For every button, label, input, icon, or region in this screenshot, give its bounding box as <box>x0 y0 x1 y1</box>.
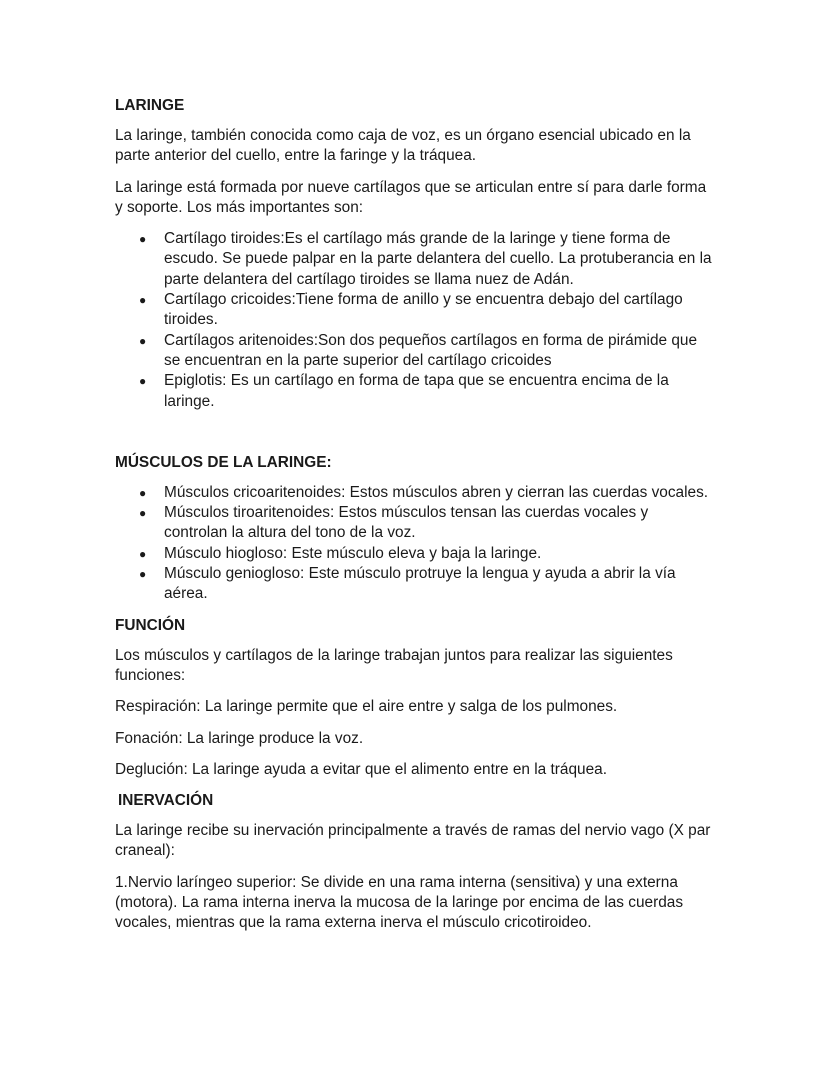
bullet-icon: ● <box>139 567 147 582</box>
list-item-text: Cartílago cricoides:Tiene forma de anillo y se encuentra debajo del cartílago tiroides. <box>164 291 683 329</box>
list-item-text: Músculos cricoaritenoides: Estos músculos abren y cierran las cuerdas vocales. <box>164 483 709 501</box>
spacer <box>115 423 715 453</box>
list-item <box>139 544 715 564</box>
bullet-icon: ● <box>139 506 147 521</box>
paragraph-respiracion: Respiración: La laringe permite que el aire entre y salga de los pulmones. <box>115 698 618 716</box>
heading-funcion: FUNCIÓN <box>115 616 186 634</box>
list-item-text: Cartílago tiroides:Es el cartílago más grande de la laringe y tiene forma de escudo. Se puede palpar en la parte delantera del cuello. La protuberancia en la parte delantera del cartílago tiroides se llama nuez de Adán. <box>164 230 712 288</box>
bullet-icon: ● <box>139 293 147 308</box>
list-item <box>139 503 715 544</box>
list-item <box>139 371 715 412</box>
list-item <box>139 331 715 372</box>
paragraph-deglucion: Deglución: La laringe ayuda a evitar que el alimento entre en la tráquea. <box>115 760 607 778</box>
heading-inervacion: INERVACIÓN <box>118 792 214 810</box>
list-item-text: Músculo geniogloso: Este músculo protruye la lengua y ayuda a abrir la vía aérea. <box>164 565 676 603</box>
list-musculos <box>115 483 715 605</box>
paragraph-nervio-laringeo: 1.Nervio laríngeo superior: Se divide en una rama interna (sensitiva) y una externa (motora). La rama interna inerva la mucosa de la laringe por encima de las cuerdas vocales, mientras que la rama externa inerva el músculo cricotiroideo. <box>115 873 684 932</box>
list-item-text: Músculo hiogloso: Este músculo eleva y baja la laringe. <box>164 544 542 562</box>
bullet-icon: ● <box>139 374 147 389</box>
paragraph-fonacion: Fonación: La laringe produce la voz. <box>115 729 364 747</box>
list-item <box>139 564 715 605</box>
bullet-icon: ● <box>139 485 147 500</box>
paragraph-laringe-cartilagos: La laringe está formada por nueve cartílagos que se articulan entre sí para darle forma y soporte. Los más importantes son: <box>115 178 707 216</box>
heading-musculos: MÚSCULOS DE LA LARINGE: <box>115 453 332 471</box>
bullet-icon: ● <box>139 546 147 561</box>
bullet-icon: ● <box>139 333 147 348</box>
paragraph-laringe-intro: La laringe, también conocida como caja de voz, es un órgano esencial ubicado en la parte anterior del cuello, entre la faringe y la tráquea. <box>115 127 691 165</box>
paragraph-inervacion-intro: La laringe recibe su inervación principalmente a través de ramas del nervio vago (X par craneal): <box>115 822 711 860</box>
document-page <box>115 96 715 945</box>
list-item-text: Músculos tiroaritenoides: Estos músculos tensan las cuerdas vocales y controlan la altura del tono de la voz. <box>164 504 649 542</box>
paragraph-funcion-intro: Los músculos y cartílagos de la laringe trabajan juntos para realizar las siguientes funciones: <box>115 646 673 684</box>
list-item-text: Epiglotis: Es un cartílago en forma de tapa que se encuentra encima de la laringe. <box>164 372 669 410</box>
list-item <box>139 483 715 503</box>
heading-laringe: LARINGE <box>115 97 185 114</box>
list-item-text: Cartílagos aritenoides:Son dos pequeños cartílagos en forma de pirámide que se encuentran en la parte superior del cartílago cricoides <box>164 331 698 369</box>
bullet-icon: ● <box>139 232 147 247</box>
list-cartilagos <box>115 229 715 412</box>
list-item <box>139 290 715 331</box>
list-item <box>139 229 715 290</box>
